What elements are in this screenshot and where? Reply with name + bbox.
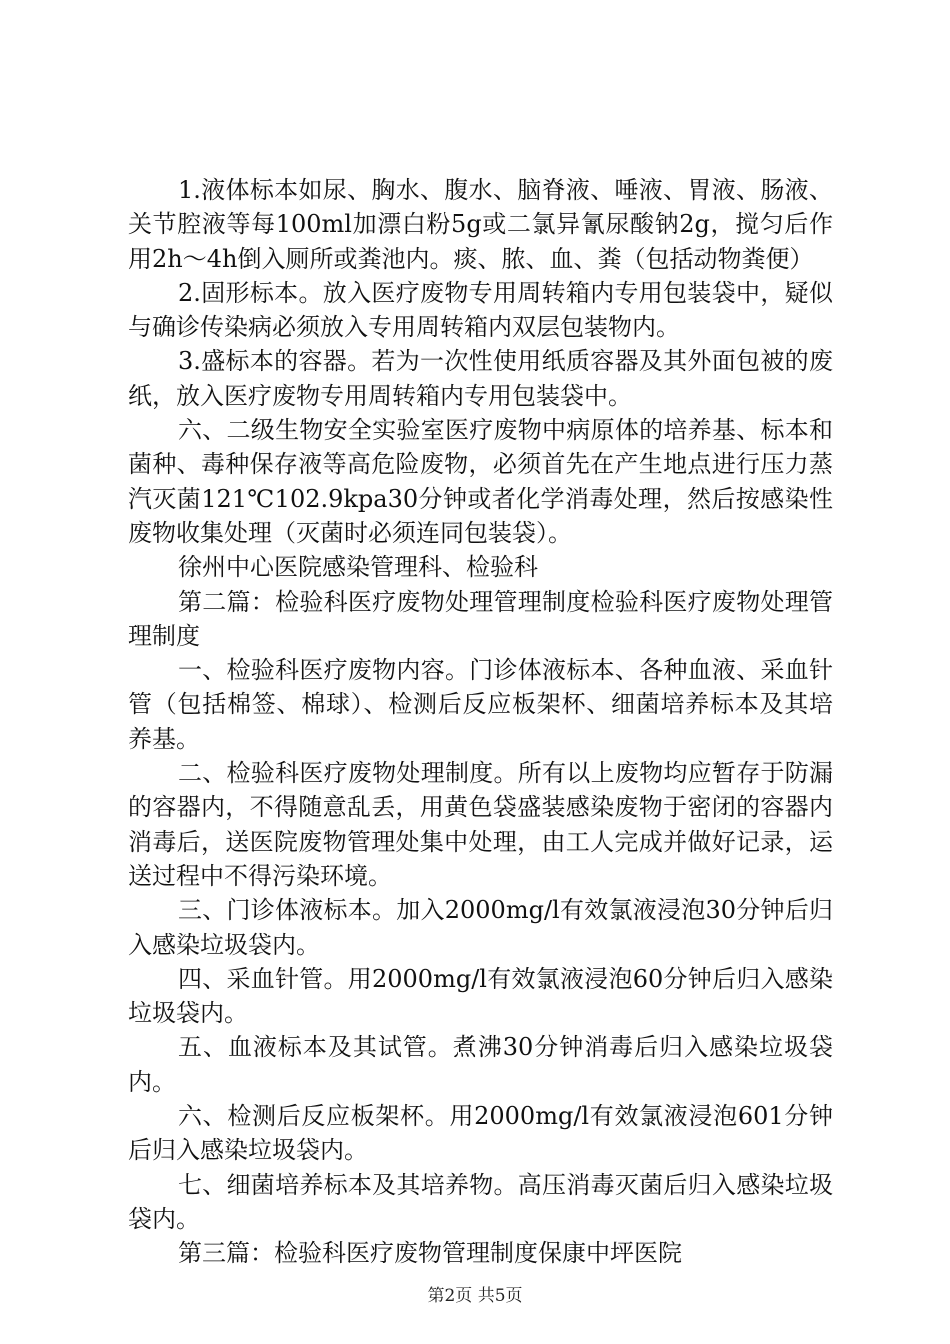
paragraph-blood-collection-needles: 四、采血针管。用2000mg/l有效氯液浸泡60分钟后归入感染垃圾袋内。	[128, 964, 833, 1028]
paragraph-blood-specimen-tubes: 五、血液标本及其试管。煮沸30分钟消毒后归入感染垃圾袋内。	[128, 1033, 833, 1096]
paragraph-waste-handling-rules: 二、检验科医疗废物处理制度。所有以上废物均应暂存于防漏的容器内，不得随意乱丢，用黄色袋盛装感染废物于密闭的容器内消毒后，送医院废物管理处集中处理，由工人完成并做好记录，运送过程中不得污染环境。	[128, 759, 833, 890]
paragraph-liquid-specimens: 1.液体标本如尿、胸水、腹水、脑脊液、唾液、胃液、肠液、关节腔液等每100ml加漂白粉5g或二氯异氰尿酸钠2g，搅匀后作用2h～4h倒入厕所或粪池内。痰、脓、血、粪（包括动物粪便）	[128, 176, 833, 273]
paragraph-specimen-containers: 3.盛标本的容器。若为一次性使用纸质容器及其外面包被的废纸，放入医疗废物专用周转箱内专用包装袋中。	[128, 347, 833, 410]
paragraph-bacterial-cultures: 七、细菌培养标本及其培养物。高压消毒灭菌后归入感染垃圾袋内。	[128, 1170, 833, 1233]
paragraph-issuing-department: 徐州中心医院感染管理科、检验科	[178, 553, 538, 582]
paragraph-section-two-title: 第二篇：检验科医疗废物处理管理制度检验科医疗废物处理管理制度	[128, 587, 833, 650]
paragraph-waste-contents: 一、检验科医疗废物内容。门诊体液标本、各种血液、采血针管（包括棉签、棉球）、检测后反应板架杯、细菌培养标本及其培养基。	[128, 656, 833, 753]
page-number-footer: 第2页 共5页	[427, 1286, 523, 1306]
paragraph-body-fluid-specimens: 三、门诊体液标本。加入2000mg/l有效氯液浸泡30分钟后归入感染垃圾袋内。	[128, 896, 833, 959]
paragraph-section-three-title: 第三篇：检验科医疗废物管理制度保康中坪医院	[178, 1239, 682, 1268]
document-body	[128, 173, 833, 1271]
paragraph-solid-specimens: 2.固形标本。放入医疗废物专用周转箱内专用包装袋中，疑似与确诊传染病必须放入专用周转箱内双层包装物内。	[128, 278, 833, 342]
paragraph-reaction-plate-cups: 六、检测后反应板架杯。用2000mg/l有效氯液浸泡601分钟后归入感染垃圾袋内。	[128, 1102, 833, 1165]
paragraph-biosafety-lab-waste: 六、二级生物安全实验室医疗废物中病原体的培养基、标本和菌种、毒种保存液等高危险废物，必须首先在产生地点进行压力蒸汽灭菌121℃102.9kpa30分钟或者化学消毒处理，然后按感染性废物收集处理（灭菌时必须连同包装袋）。	[128, 416, 833, 547]
